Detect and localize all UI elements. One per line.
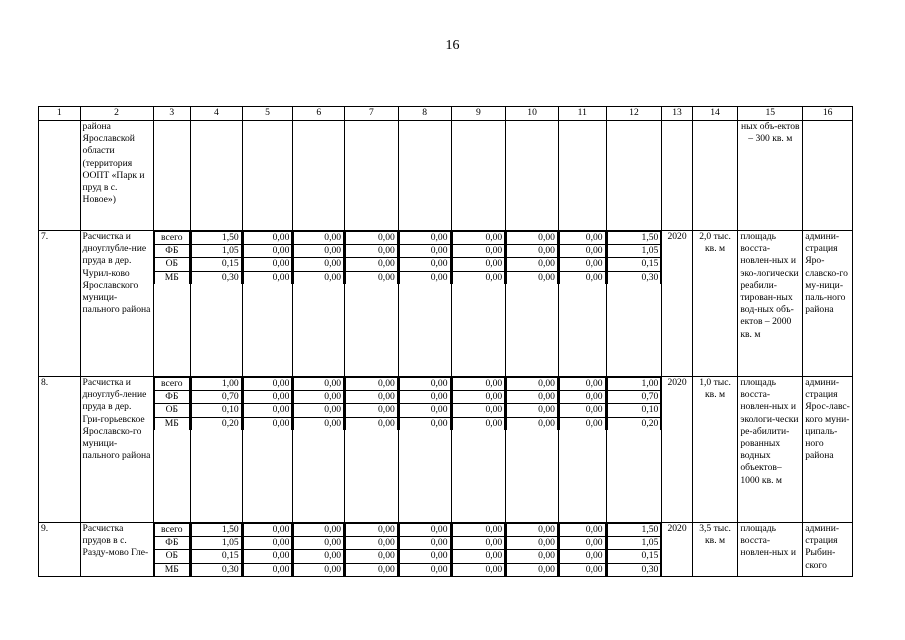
cell-values-col4 xyxy=(191,523,243,577)
cell-empty xyxy=(242,121,293,231)
cell-values-col10 xyxy=(506,231,559,377)
value: 0,00 xyxy=(399,550,450,563)
cell-num xyxy=(39,121,81,231)
value: 0,00 xyxy=(243,378,292,391)
value: 0,00 xyxy=(559,417,605,430)
cell-empty xyxy=(606,121,662,231)
value: 0,00 xyxy=(452,271,505,284)
cell-values-col7 xyxy=(345,377,399,523)
value: 0,00 xyxy=(507,232,558,245)
cell-values-col12 xyxy=(606,231,662,377)
value: 1,00 xyxy=(192,378,242,391)
value: 0,00 xyxy=(399,417,450,430)
value: 0,10 xyxy=(192,404,242,417)
value: 1,50 xyxy=(607,232,661,245)
cell-empty xyxy=(803,121,853,231)
value: 0,00 xyxy=(294,550,344,563)
cell-values-col7 xyxy=(345,523,399,577)
header-cell: 1 xyxy=(39,107,81,121)
value: 1,50 xyxy=(192,232,242,245)
cell-values-col5 xyxy=(242,523,293,577)
value: 0,00 xyxy=(243,391,292,404)
cell-values-col8 xyxy=(398,231,451,377)
cell-result: площадь восста-новлен-ных и экологи-чески ре-абилити-рованных водных объектов– 1000 кв. м xyxy=(738,377,803,523)
value: 0,00 xyxy=(346,417,398,430)
cell-num: 9. xyxy=(39,523,81,577)
value: 0,00 xyxy=(294,391,344,404)
cell-empty xyxy=(451,121,506,231)
value: 0,00 xyxy=(452,524,505,537)
cell-values-col6 xyxy=(293,523,345,577)
value: 0,00 xyxy=(243,537,292,550)
cell-values-col9 xyxy=(451,231,506,377)
cell-values-col8 xyxy=(398,377,451,523)
header-cell: 13 xyxy=(662,107,692,121)
cell-year: 2020 xyxy=(662,377,692,523)
value: 0,00 xyxy=(243,563,292,576)
table-row xyxy=(39,523,853,577)
table-row xyxy=(39,377,853,523)
value: 0,00 xyxy=(399,258,450,271)
value: 0,00 xyxy=(243,550,292,563)
source-label: ФБ xyxy=(154,245,190,258)
header-cell: 11 xyxy=(558,107,606,121)
value: 0,00 xyxy=(399,391,450,404)
value: 0,00 xyxy=(346,563,398,576)
cell-size: 1,0 тыс. кв. м xyxy=(692,377,738,523)
value: 0,00 xyxy=(243,232,292,245)
cell-values-col7 xyxy=(345,231,399,377)
header-cell: 4 xyxy=(191,107,243,121)
program-table xyxy=(38,106,853,577)
value: 0,15 xyxy=(192,550,242,563)
cell-executor: админи-страция Яро-славско-го му-ници-паль-ного района xyxy=(803,231,853,377)
cell-empty xyxy=(153,121,191,231)
value: 0,00 xyxy=(559,391,605,404)
value: 0,00 xyxy=(452,258,505,271)
value: 0,00 xyxy=(346,524,398,537)
value: 0,00 xyxy=(452,404,505,417)
value: 1,05 xyxy=(607,537,661,550)
cell-year: 2020 xyxy=(662,523,692,577)
cell-name: Расчистка и дноуглуб-ление пруда в дер. Гри-горьевское Ярославско-го муници-пального района xyxy=(80,377,153,523)
source-label: МБ xyxy=(154,271,190,284)
header-cell: 7 xyxy=(345,107,399,121)
value: 1,05 xyxy=(192,245,242,258)
cell-values-col9 xyxy=(451,377,506,523)
value: 0,00 xyxy=(559,537,605,550)
cell-executor: админи-страция Рыбин-ского xyxy=(803,523,853,577)
value: 0,00 xyxy=(294,378,344,391)
value: 0,00 xyxy=(243,271,292,284)
header-row xyxy=(39,107,853,121)
source-label: МБ xyxy=(154,417,190,430)
cell-empty xyxy=(558,121,606,231)
source-label: ОБ xyxy=(154,258,190,271)
source-label: ФБ xyxy=(154,537,190,550)
value: 0,00 xyxy=(294,271,344,284)
cell-size: 2,0 тыс. кв. м xyxy=(692,231,738,377)
value: 0,15 xyxy=(607,258,661,271)
header-cell: 9 xyxy=(451,107,506,121)
source-label: всего xyxy=(154,232,190,245)
cell-values-col10 xyxy=(506,523,559,577)
value: 0,00 xyxy=(346,271,398,284)
header-cell: 15 xyxy=(738,107,803,121)
cell-size: 3,5 тыс. кв. м xyxy=(692,523,738,577)
cell-empty xyxy=(662,121,692,231)
cell-name: Расчистка прудов в с. Разду-мово Гле- xyxy=(80,523,153,577)
cell-values-col12 xyxy=(606,377,662,523)
value: 0,00 xyxy=(399,271,450,284)
cell-empty xyxy=(506,121,559,231)
source-label: ОБ xyxy=(154,404,190,417)
source-label: ФБ xyxy=(154,391,190,404)
value: 0,00 xyxy=(399,404,450,417)
header-cell: 5 xyxy=(242,107,293,121)
value: 0,00 xyxy=(559,378,605,391)
value: 0,00 xyxy=(452,232,505,245)
cell-sources xyxy=(153,377,191,523)
cell-executor: админи-страция Ярос-лавс-кого муни-ципаль-ного района xyxy=(803,377,853,523)
value: 0,70 xyxy=(607,391,661,404)
value: 0,15 xyxy=(607,550,661,563)
value: 1,05 xyxy=(192,537,242,550)
value: 0,00 xyxy=(399,537,450,550)
value: 0,00 xyxy=(507,563,558,576)
value: 0,00 xyxy=(399,232,450,245)
header-cell: 14 xyxy=(692,107,738,121)
cell-values-col5 xyxy=(242,231,293,377)
value: 0,00 xyxy=(243,417,292,430)
value: 0,00 xyxy=(507,404,558,417)
cell-result: площадь восста-новлен-ных и xyxy=(738,523,803,577)
value: 0,00 xyxy=(452,378,505,391)
value: 0,00 xyxy=(346,378,398,391)
cell-values-col8 xyxy=(398,523,451,577)
table-row xyxy=(39,231,853,377)
header-cell: 3 xyxy=(153,107,191,121)
value: 0,20 xyxy=(607,417,661,430)
value: 0,00 xyxy=(559,245,605,258)
value: 0,00 xyxy=(559,271,605,284)
cell-values-col5 xyxy=(242,377,293,523)
cell-values-col10 xyxy=(506,377,559,523)
value: 0,00 xyxy=(399,378,450,391)
value: 1,50 xyxy=(607,524,661,537)
continuation-row xyxy=(39,121,853,231)
value: 0,30 xyxy=(607,563,661,576)
value: 0,00 xyxy=(507,537,558,550)
cell-values-col11 xyxy=(558,523,606,577)
value: 0,00 xyxy=(294,537,344,550)
cell-empty xyxy=(345,121,399,231)
value: 0,00 xyxy=(346,537,398,550)
value: 0,00 xyxy=(452,391,505,404)
value: 0,15 xyxy=(192,258,242,271)
value: 0,30 xyxy=(192,563,242,576)
cell-year: 2020 xyxy=(662,231,692,377)
value: 0,00 xyxy=(346,404,398,417)
value: 0,00 xyxy=(399,524,450,537)
cell-values-col12 xyxy=(606,523,662,577)
value: 0,30 xyxy=(192,271,242,284)
value: 0,00 xyxy=(559,524,605,537)
header-cell: 8 xyxy=(398,107,451,121)
value: 0,00 xyxy=(294,563,344,576)
value: 0,00 xyxy=(346,550,398,563)
cell-num: 7. xyxy=(39,231,81,377)
value: 0,00 xyxy=(399,563,450,576)
value: 0,00 xyxy=(243,404,292,417)
value: 0,10 xyxy=(607,404,661,417)
cell-empty xyxy=(398,121,451,231)
header-cell: 10 xyxy=(506,107,559,121)
value: 0,00 xyxy=(294,524,344,537)
cell-sources xyxy=(153,231,191,377)
cell-values-col6 xyxy=(293,377,345,523)
cell-values-col6 xyxy=(293,231,345,377)
page-number: 16 xyxy=(445,38,460,53)
value: 1,00 xyxy=(607,378,661,391)
header-cell: 12 xyxy=(606,107,662,121)
cell-result: площадь восста-новлен-ных и эко-логически реабили-тирован-ных вод-ных объ-ектов – 2000 кв. м xyxy=(738,231,803,377)
value: 0,00 xyxy=(243,245,292,258)
value: 0,00 xyxy=(507,550,558,563)
value: 0,00 xyxy=(507,391,558,404)
value: 0,00 xyxy=(346,258,398,271)
cell-sources xyxy=(153,523,191,577)
cell-num: 8. xyxy=(39,377,81,523)
value: 0,00 xyxy=(399,245,450,258)
value: 0,00 xyxy=(294,232,344,245)
value: 0,00 xyxy=(507,258,558,271)
value: 0,70 xyxy=(192,391,242,404)
source-label: всего xyxy=(154,524,190,537)
value: 0,30 xyxy=(607,271,661,284)
cell-empty xyxy=(191,121,243,231)
value: 0,00 xyxy=(452,417,505,430)
cell-name: Расчистка и дноуглубле-ние пруда в дер. Чурил-ково Ярославского муници-пального района xyxy=(80,231,153,377)
value: 0,00 xyxy=(452,550,505,563)
value: 0,00 xyxy=(294,417,344,430)
value: 0,20 xyxy=(192,417,242,430)
value: 0,00 xyxy=(452,537,505,550)
cell-values-col9 xyxy=(451,523,506,577)
cell-values-col4 xyxy=(191,231,243,377)
value: 0,00 xyxy=(559,232,605,245)
value: 0,00 xyxy=(346,245,398,258)
value: 0,00 xyxy=(507,417,558,430)
value: 0,00 xyxy=(452,563,505,576)
value: 1,05 xyxy=(607,245,661,258)
value: 1,50 xyxy=(192,524,242,537)
value: 0,00 xyxy=(294,404,344,417)
cell-values-col4 xyxy=(191,377,243,523)
cell-values-col11 xyxy=(558,377,606,523)
value: 0,00 xyxy=(243,258,292,271)
source-label: ОБ xyxy=(154,550,190,563)
value: 0,00 xyxy=(346,232,398,245)
cell-result: ных объ-ектов – 300 кв. м xyxy=(738,121,803,231)
value: 0,00 xyxy=(346,391,398,404)
value: 0,00 xyxy=(507,245,558,258)
header-cell: 2 xyxy=(80,107,153,121)
value: 0,00 xyxy=(452,245,505,258)
cell-values-col11 xyxy=(558,231,606,377)
cell-empty xyxy=(293,121,345,231)
value: 0,00 xyxy=(559,404,605,417)
value: 0,00 xyxy=(243,524,292,537)
value: 0,00 xyxy=(507,378,558,391)
source-label: МБ xyxy=(154,563,190,576)
value: 0,00 xyxy=(294,258,344,271)
cell-empty xyxy=(692,121,738,231)
value: 0,00 xyxy=(507,271,558,284)
header-cell: 6 xyxy=(293,107,345,121)
value: 0,00 xyxy=(294,245,344,258)
value: 0,00 xyxy=(559,258,605,271)
header-cell: 16 xyxy=(803,107,853,121)
source-label: всего xyxy=(154,378,190,391)
value: 0,00 xyxy=(559,550,605,563)
cell-name: района Ярославской области (территория ООПТ «Парк и пруд в с. Новое») xyxy=(80,121,153,231)
value: 0,00 xyxy=(559,563,605,576)
value: 0,00 xyxy=(507,524,558,537)
